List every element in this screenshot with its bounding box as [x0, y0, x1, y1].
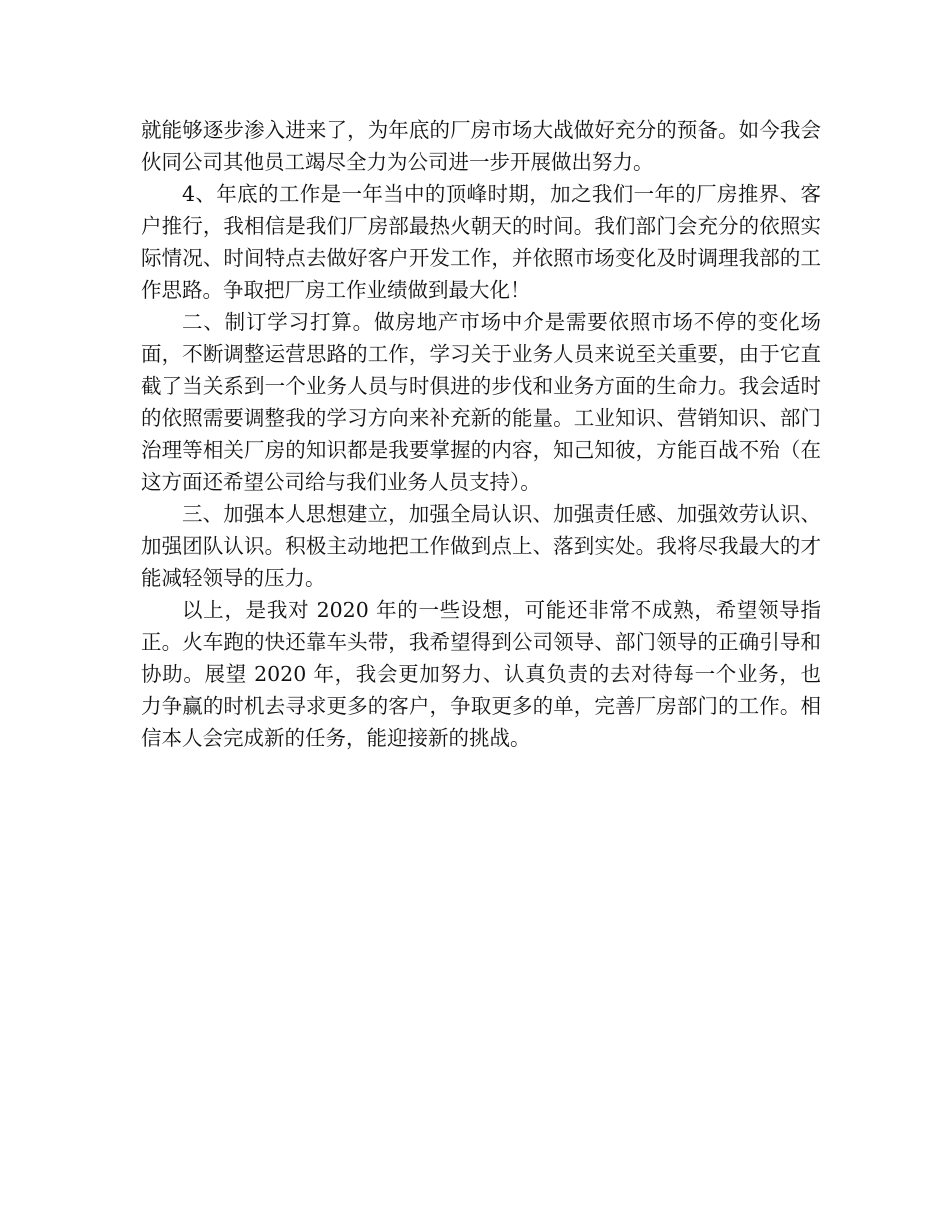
paragraph-5: 以上，是我对 2020 年的一些设想，可能还非常不成熟，希望领导指正。火车跑的快还靠车头带，我希望得到公司领导、部门领导的正确引导和协助。展望 2020 年，我会更加努力、认真负责的去对待每一个业务，也力争赢的时机去寻求更多的客户，争取更多的单，完善厂房部门的工作。相信本人会完成新的任务，能迎接新的挑战。 — [141, 598, 821, 750]
paragraph-3: 二、制订学习打算。做房地产市场中介是需要依照市场不停的变化场面，不断调整运营思路的工作，学习关于业务人员来说至关重要，由于它直截了当关系到一个业务人员与时俱进的步伐和业务方面的生命力。我会适时的依照需要调整我的学习方向来补充新的能量。工业知识、营销知识、部门治理等相关厂房的知识都是我要掌握的内容，知己知彼，方能百战不殆（在这方面还希望公司给与我们业务人员支持）。 — [141, 310, 821, 494]
paragraph-1: 就能够逐步渗入进来了，为年底的厂房市场大战做好充分的预备。如今我会伙同公司其他员工竭尽全力为公司进一步开展做出努力。 — [141, 118, 821, 174]
document-body — [141, 114, 821, 754]
paragraph-2: 4、年底的工作是一年当中的顶峰时期，加之我们一年的厂房推界、客户推行，我相信是我们厂房部最热火朝天的时间。我们部门会充分的依照实际情况、时间特点去做好客户开发工作，并依照市场变化及时调理我部的工作思路。争取把厂房工作业绩做到最大化！ — [141, 182, 821, 302]
paragraph-4: 三、加强本人思想建立，加强全局认识、加强责任感、加强效劳认识、加强团队认识。积极主动地把工作做到点上、落到实处。我将尽我最大的才能减轻领导的压力。 — [141, 502, 821, 590]
